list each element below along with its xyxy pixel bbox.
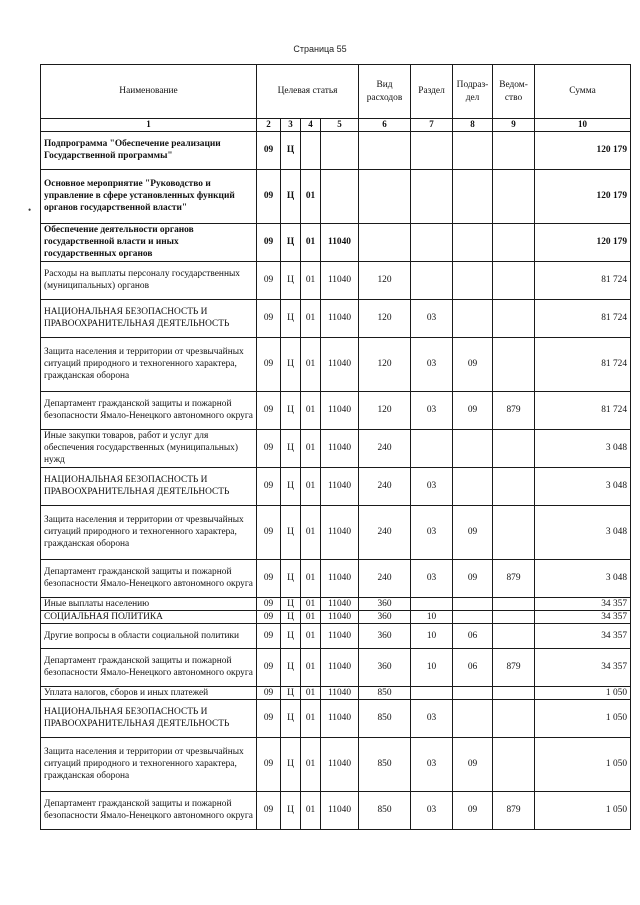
header-sum: Сумма [535, 65, 631, 119]
col-number: 4 [301, 119, 321, 132]
row-code: Ц [281, 467, 301, 505]
row-name: Подпрограмма "Обеспечение реализации Государственной программы" [41, 131, 257, 169]
budget-table [40, 64, 631, 830]
row-code [453, 429, 493, 467]
margin-mark: • [28, 205, 32, 215]
table-row [41, 467, 631, 505]
row-code: 11040 [321, 337, 359, 391]
header-expense-type: Вид расходов [359, 65, 411, 119]
row-sum: 120 179 [535, 131, 631, 169]
row-code: Ц [281, 559, 301, 597]
row-code: 01 [301, 429, 321, 467]
table-row [41, 391, 631, 429]
header-subsection: Подраз-дел [453, 65, 493, 119]
row-sum: 81 724 [535, 261, 631, 299]
table-row [41, 131, 631, 169]
row-code: 879 [493, 791, 535, 829]
row-code [493, 429, 535, 467]
row-code: 879 [493, 391, 535, 429]
row-sum: 120 179 [535, 169, 631, 223]
table-row [41, 429, 631, 467]
table-row [41, 597, 631, 610]
row-code: 09 [257, 686, 281, 699]
row-name: Другие вопросы в области социальной политики [41, 623, 257, 648]
row-code: 09 [257, 648, 281, 686]
row-code: 11040 [321, 467, 359, 505]
col-number: 7 [411, 119, 453, 132]
row-code: 360 [359, 623, 411, 648]
row-code: 01 [301, 623, 321, 648]
row-code: Ц [281, 299, 301, 337]
row-code: 120 [359, 337, 411, 391]
row-code: 09 [257, 337, 281, 391]
row-code: 879 [493, 648, 535, 686]
row-code: 11040 [321, 597, 359, 610]
row-code: Ц [281, 337, 301, 391]
row-code: 11040 [321, 299, 359, 337]
header-department: Ведом-ство [493, 65, 535, 119]
row-code: 01 [301, 391, 321, 429]
row-code: 360 [359, 597, 411, 610]
row-sum: 1 050 [535, 686, 631, 699]
row-code: 11040 [321, 559, 359, 597]
row-sum: 3 048 [535, 505, 631, 559]
row-code [411, 686, 453, 699]
row-code: 01 [301, 699, 321, 737]
row-code [493, 597, 535, 610]
row-code: 240 [359, 505, 411, 559]
row-code: 11040 [321, 699, 359, 737]
row-code: 01 [301, 505, 321, 559]
row-code: 11040 [321, 505, 359, 559]
row-code: 09 [257, 467, 281, 505]
row-code: Ц [281, 699, 301, 737]
row-code: 03 [411, 559, 453, 597]
row-code: 03 [411, 467, 453, 505]
row-code [493, 737, 535, 791]
table-row [41, 737, 631, 791]
row-code [493, 467, 535, 505]
row-code [359, 223, 411, 261]
row-code [411, 223, 453, 261]
row-code: Ц [281, 223, 301, 261]
row-code [453, 597, 493, 610]
row-code [321, 131, 359, 169]
row-code: Ц [281, 686, 301, 699]
row-name: Иные закупки товаров, работ и услуг для обеспечения государственных (муниципальных) нужд [41, 429, 257, 467]
row-code [453, 299, 493, 337]
row-code: 09 [453, 337, 493, 391]
row-code: 09 [453, 505, 493, 559]
row-code [411, 131, 453, 169]
col-number: 10 [535, 119, 631, 132]
row-code: 03 [411, 737, 453, 791]
row-code [453, 467, 493, 505]
col-number: 2 [257, 119, 281, 132]
row-code: Ц [281, 623, 301, 648]
row-code: 06 [453, 623, 493, 648]
row-code [453, 610, 493, 623]
row-code: 09 [257, 169, 281, 223]
row-code [493, 169, 535, 223]
row-code: 09 [453, 737, 493, 791]
row-code: 11040 [321, 610, 359, 623]
row-code: 10 [411, 610, 453, 623]
table-row [41, 648, 631, 686]
row-code: 11040 [321, 648, 359, 686]
row-code: 06 [453, 648, 493, 686]
row-code: 850 [359, 699, 411, 737]
row-code [453, 131, 493, 169]
row-code [493, 623, 535, 648]
row-code: 09 [257, 223, 281, 261]
row-name: Защита населения и территории от чрезвычайных ситуаций природного и техногенного характера, гражданская оборона [41, 505, 257, 559]
table-row [41, 169, 631, 223]
table-row [41, 686, 631, 699]
row-code [453, 261, 493, 299]
row-code [493, 686, 535, 699]
row-code: 09 [257, 131, 281, 169]
row-code: 360 [359, 610, 411, 623]
row-code [493, 131, 535, 169]
row-sum: 34 357 [535, 597, 631, 610]
row-code: 10 [411, 648, 453, 686]
row-code: 11040 [321, 686, 359, 699]
row-code: Ц [281, 505, 301, 559]
row-code: 09 [257, 791, 281, 829]
header-section: Раздел [411, 65, 453, 119]
row-code [301, 131, 321, 169]
row-name: Уплата налогов, сборов и иных платежей [41, 686, 257, 699]
row-name: Департамент гражданской защиты и пожарной безопасности Ямало-Ненецкого автономного округа [41, 791, 257, 829]
table-row [41, 623, 631, 648]
row-code: 09 [257, 429, 281, 467]
row-code: 03 [411, 505, 453, 559]
row-code: 01 [301, 337, 321, 391]
row-code [493, 299, 535, 337]
row-name: Обеспечение деятельности органов государственной власти и иных государственных органов [41, 223, 257, 261]
row-code [359, 131, 411, 169]
row-sum: 34 357 [535, 610, 631, 623]
row-code: 01 [301, 299, 321, 337]
row-sum: 3 048 [535, 467, 631, 505]
col-number: 8 [453, 119, 493, 132]
row-sum: 1 050 [535, 791, 631, 829]
row-name: Основное мероприятие "Руководство и управление в сфере установленных функций органов государственной власти" [41, 169, 257, 223]
row-name: НАЦИОНАЛЬНАЯ БЕЗОПАСНОСТЬ И ПРАВООХРАНИТЕЛЬНАЯ ДЕЯТЕЛЬНОСТЬ [41, 699, 257, 737]
row-code: 11040 [321, 391, 359, 429]
header-name: Наименование [41, 65, 257, 119]
row-name: Иные выплаты населению [41, 597, 257, 610]
table-row [41, 699, 631, 737]
row-code [321, 169, 359, 223]
row-code: 09 [257, 559, 281, 597]
row-name: Департамент гражданской защиты и пожарной безопасности Ямало-Ненецкого автономного округа [41, 391, 257, 429]
row-code: 09 [257, 610, 281, 623]
table-row [41, 610, 631, 623]
row-code: 879 [493, 559, 535, 597]
row-code: 01 [301, 223, 321, 261]
row-code: 09 [257, 737, 281, 791]
row-code: 120 [359, 391, 411, 429]
row-code: 09 [257, 699, 281, 737]
row-name: НАЦИОНАЛЬНАЯ БЕЗОПАСНОСТЬ И ПРАВООХРАНИТЕЛЬНАЯ ДЕЯТЕЛЬНОСТЬ [41, 299, 257, 337]
row-code: 120 [359, 299, 411, 337]
row-code: 360 [359, 648, 411, 686]
row-code: Ц [281, 791, 301, 829]
row-sum: 3 048 [535, 429, 631, 467]
row-code: 01 [301, 261, 321, 299]
row-sum: 34 357 [535, 623, 631, 648]
row-code: 09 [257, 505, 281, 559]
row-code: 09 [257, 623, 281, 648]
row-sum: 1 050 [535, 737, 631, 791]
row-code: 11040 [321, 623, 359, 648]
row-code [453, 699, 493, 737]
row-sum: 81 724 [535, 391, 631, 429]
row-code: 11040 [321, 737, 359, 791]
row-name: НАЦИОНАЛЬНАЯ БЕЗОПАСНОСТЬ И ПРАВООХРАНИТЕЛЬНАЯ ДЕЯТЕЛЬНОСТЬ [41, 467, 257, 505]
row-code: 11040 [321, 429, 359, 467]
row-code: 03 [411, 791, 453, 829]
row-code: Ц [281, 429, 301, 467]
col-number: 1 [41, 119, 257, 132]
row-code: 01 [301, 597, 321, 610]
row-sum: 3 048 [535, 559, 631, 597]
row-code [411, 597, 453, 610]
row-code: 03 [411, 699, 453, 737]
row-name: Департамент гражданской защиты и пожарной безопасности Ямало-Ненецкого автономного округа [41, 559, 257, 597]
col-number: 9 [493, 119, 535, 132]
row-code [493, 699, 535, 737]
row-code: 11040 [321, 791, 359, 829]
row-code: 850 [359, 737, 411, 791]
row-sum: 1 050 [535, 699, 631, 737]
row-code: 01 [301, 648, 321, 686]
row-code: 01 [301, 791, 321, 829]
row-code [493, 261, 535, 299]
row-name: СОЦИАЛЬНАЯ ПОЛИТИКА [41, 610, 257, 623]
row-code [359, 169, 411, 223]
row-name: Департамент гражданской защиты и пожарной безопасности Ямало-Ненецкого автономного округа [41, 648, 257, 686]
row-code: Ц [281, 737, 301, 791]
row-code: 10 [411, 623, 453, 648]
row-code: 09 [257, 597, 281, 610]
row-code: 240 [359, 559, 411, 597]
row-code: Ц [281, 391, 301, 429]
row-code: 11040 [321, 223, 359, 261]
row-code [411, 429, 453, 467]
row-sum: 81 724 [535, 299, 631, 337]
row-code [411, 261, 453, 299]
row-code [493, 610, 535, 623]
row-name: Защита населения и территории от чрезвычайных ситуаций природного и техногенного характера, гражданская оборона [41, 737, 257, 791]
row-sum: 120 179 [535, 223, 631, 261]
row-code: 240 [359, 429, 411, 467]
row-code: 850 [359, 791, 411, 829]
page-label: Страница 55 [293, 44, 347, 54]
row-code: Ц [281, 648, 301, 686]
table-row [41, 261, 631, 299]
row-code: Ц [281, 597, 301, 610]
row-code [453, 169, 493, 223]
row-code: 850 [359, 686, 411, 699]
row-code: 09 [453, 391, 493, 429]
row-code: Ц [281, 169, 301, 223]
row-code: 01 [301, 737, 321, 791]
header-target: Целевая статья [257, 65, 359, 119]
col-number: 5 [321, 119, 359, 132]
row-code: 03 [411, 337, 453, 391]
row-code: 09 [257, 299, 281, 337]
row-code [411, 169, 453, 223]
row-code: 09 [453, 559, 493, 597]
table-row [41, 505, 631, 559]
row-code: 09 [257, 391, 281, 429]
row-sum: 81 724 [535, 337, 631, 391]
row-code: 11040 [321, 261, 359, 299]
row-code: 09 [453, 791, 493, 829]
row-name: Расходы на выплаты персоналу государственных (муниципальных) органов [41, 261, 257, 299]
row-code [493, 223, 535, 261]
row-code: 01 [301, 559, 321, 597]
row-code: 01 [301, 467, 321, 505]
row-code [453, 686, 493, 699]
row-code: 120 [359, 261, 411, 299]
row-code: 03 [411, 299, 453, 337]
row-code: 03 [411, 391, 453, 429]
row-code: 01 [301, 610, 321, 623]
table-row [41, 223, 631, 261]
col-number: 3 [281, 119, 301, 132]
row-code: 01 [301, 169, 321, 223]
row-code [453, 223, 493, 261]
row-sum: 34 357 [535, 648, 631, 686]
row-code [493, 505, 535, 559]
row-code: 01 [301, 686, 321, 699]
row-code: Ц [281, 261, 301, 299]
column-number-row [41, 119, 631, 132]
row-name: Защита населения и территории от чрезвычайных ситуаций природного и техногенного характера, гражданская оборона [41, 337, 257, 391]
row-code [493, 337, 535, 391]
row-code: Ц [281, 131, 301, 169]
table-row [41, 337, 631, 391]
table-row [41, 559, 631, 597]
table-row [41, 299, 631, 337]
row-code: Ц [281, 610, 301, 623]
row-code: 09 [257, 261, 281, 299]
table-body [41, 131, 631, 829]
col-number: 6 [359, 119, 411, 132]
table-row [41, 791, 631, 829]
header-row [41, 65, 631, 119]
row-code: 240 [359, 467, 411, 505]
